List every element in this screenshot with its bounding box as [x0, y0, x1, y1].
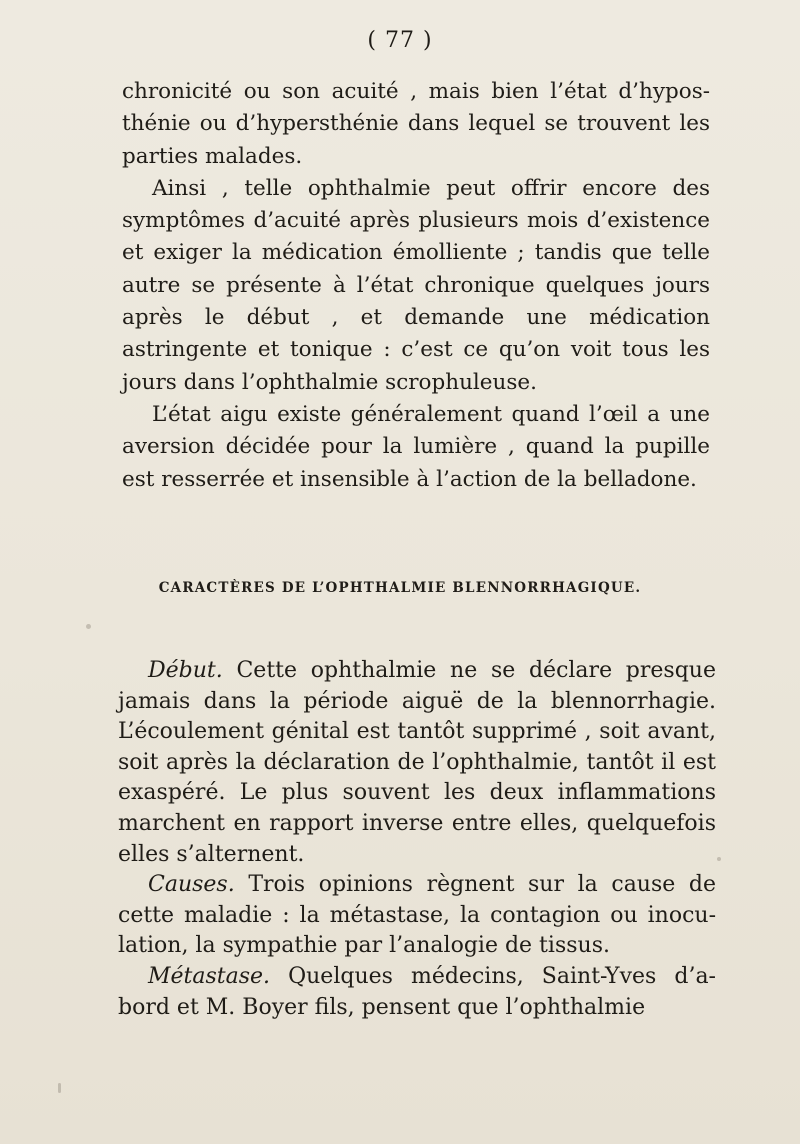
text-block-bottom — [118, 656, 716, 1023]
page-number: ( 77 ) — [367, 28, 433, 53]
paragraph-metastase — [118, 962, 716, 1023]
paragraph-lead-metastase: Métastase. — [148, 963, 271, 989]
paragraph-body-metastase: Quelques médecins, Saint-Yves d’a-bord et M. Boyer fils, pensent que l’ophthalmie — [118, 963, 716, 1020]
paragraph-body-causes: Trois opinions règnent sur la cause de cette maladie : la métastase, la contagion ou inocu-lation, la sympathie par l’analogie de tissus. — [118, 872, 716, 959]
paper-speck — [86, 624, 91, 629]
paragraph-body-debut: Cette ophthalmie ne se déclare presque jamais dans la période aiguë de la blennorrhagie. L’écoulement génital est tantôt supprimé , soit avant, soit après la déclaration de l’ophthalmie, tantôt il est exaspéré. Le plus souvent les deux inflammations marchent en rapport inverse entre elles, quelquefois elles s’alternent. — [118, 658, 716, 867]
paragraph-continuation: chronicité ou son acuité , mais bien l’état d’hypos-thénie ou d’hypersthénie dans lequel se trouvent les parties malades. — [122, 79, 710, 169]
text-block-top — [122, 76, 710, 496]
paper-speck — [58, 1083, 61, 1093]
paragraph-causes — [118, 870, 716, 962]
paragraph-lead-causes: Causes. — [148, 872, 235, 898]
section-heading: CARACTÈRES DE L’OPHTHALMIE BLENNORRHAGIQUE. — [158, 580, 642, 596]
paragraph-ainsi: Ainsi , telle ophthalmie peut offrir encore des symptômes d’acuité après plusieurs mois d’existence et exiger la médication émolliente ; tandis que telle autre se présente à l’état chronique quelques jours après le début , et demande une médication astringente et tonique : c’est ce qu’on voit tous les jours dans l’ophthalmie scrophuleuse. — [122, 175, 710, 395]
paragraph-debut — [118, 656, 716, 870]
paper-speck — [717, 857, 721, 861]
paragraph-lead-debut: Début. — [148, 658, 223, 683]
paragraph-etat-aigu: L’état aigu existe généralement quand l’œil a une aversion décidée pour la lumière , quand la pupille est resserrée et insensible à l’action de la belladone. — [122, 401, 710, 492]
